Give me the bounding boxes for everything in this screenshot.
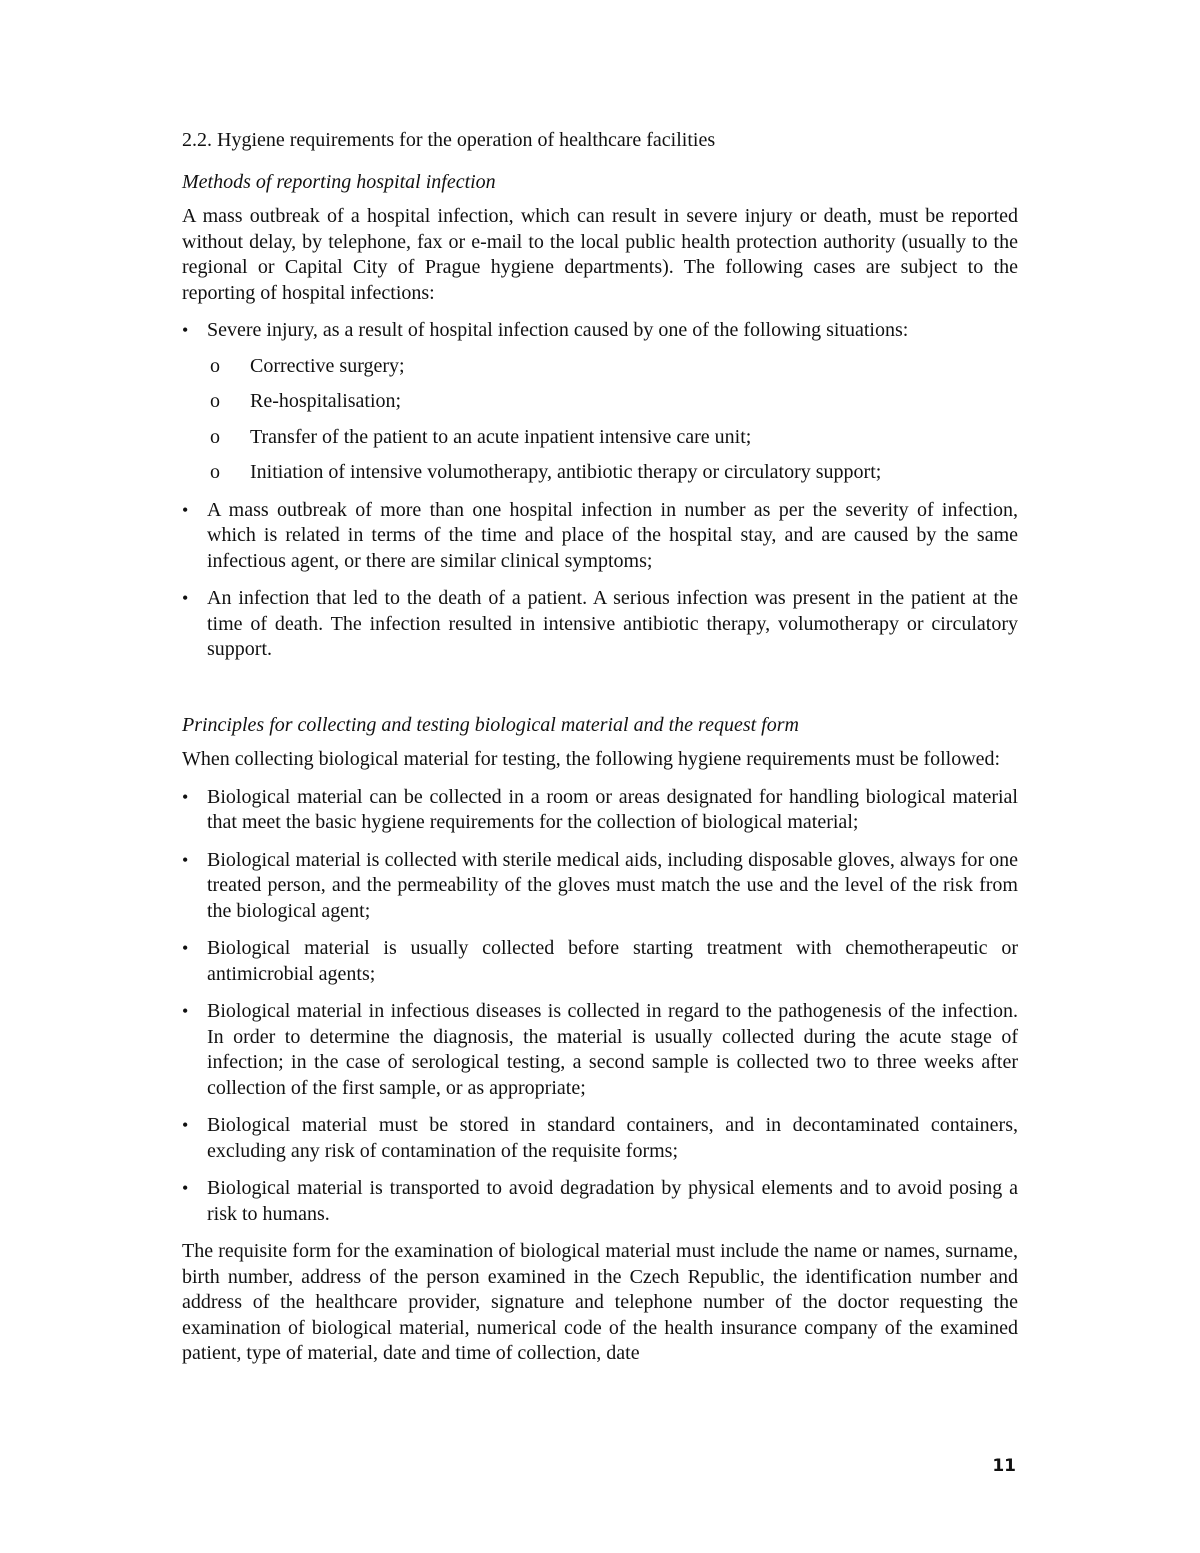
sub-bullet-text: Corrective surgery; — [250, 354, 405, 377]
bullet-text: Biological material is collected with sterile medical aids, including disposable gloves, always for one treated person, and the permeability of the gloves must match the use and the level of the risk from the biological agent; — [207, 848, 1018, 922]
list-item — [182, 498, 1018, 575]
list-item — [182, 1176, 1018, 1227]
collecting-subheading: Principles for collecting and testing biological material and the request form — [182, 713, 799, 736]
sub-bullet-text: Initiation of intensive volumotherapy, antibiotic therapy or circulatory support; — [250, 461, 882, 483]
bullet-text: An infection that led to the death of a patient. A serious infection was present in the patient at the time of death. The infection resulted in intensive antibiotic therapy, volumotherapy or circulatory support. — [207, 587, 1018, 660]
bullet-icon: • — [182, 320, 189, 340]
sub-bullet-text: Re-hospitalisation; — [250, 390, 402, 412]
bullet-text: Biological material is transported to avoid degradation by physical elements and to avoid posing a risk to humans. — [207, 1177, 1018, 1225]
bullet-text: Biological material must be stored in standard containers, and in decontaminated containers, excluding any risk of contamination of the requisite forms; — [207, 1114, 1018, 1162]
list-item — [182, 785, 1018, 836]
reporting-intro-paragraph: A mass outbreak of a hospital infection, which can result in severe injury or death, must be reported without delay, by telephone, fax or e-mail to the local public health protection authority (usually to the regional or Capital City of Prague hygiene departments). The following cases are subject to the reporting of hospital infections: — [182, 205, 1018, 304]
list-item — [182, 1113, 1018, 1164]
sub-bullet-icon: o — [210, 425, 220, 448]
bullet-text: A mass outbreak of more than one hospital infection in number as per the severity of infection, which is related in terms of the time and place of the hospital stay, and are caused by the same infectious agent, or there are similar clinical symptoms; — [207, 498, 1018, 572]
bullet-icon: • — [182, 1178, 189, 1198]
reporting-bullet-list — [182, 318, 1018, 663]
sub-list-item — [210, 389, 1018, 415]
list-item — [182, 848, 1018, 925]
list-item — [182, 318, 1018, 486]
bullet-icon: • — [182, 1001, 189, 1021]
section-heading: 2.2. Hygiene requirements for the operation of healthcare facilities — [182, 129, 716, 151]
sub-list-item — [210, 460, 1018, 486]
bullet-text: Biological material is usually collected before starting treatment with chemotherapeutic or antimicrobial agents; — [207, 937, 1018, 985]
page-number: 11 — [992, 1456, 1016, 1476]
sub-list-item — [210, 425, 1018, 451]
collecting-intro-paragraph: When collecting biological material for testing, the following hygiene requirements must be followed: — [182, 748, 1001, 770]
list-item — [182, 999, 1018, 1101]
list-item — [182, 936, 1018, 987]
collecting-bullet-list — [182, 785, 1018, 1228]
bullet-icon: • — [182, 849, 189, 870]
sub-list-item — [210, 354, 1018, 380]
list-item — [182, 586, 1018, 663]
bullet-icon: • — [182, 786, 189, 807]
sub-bullet-list — [207, 354, 1018, 486]
bullet-icon: • — [182, 938, 189, 958]
document-page — [182, 128, 1018, 1379]
bullet-icon: • — [182, 1115, 189, 1135]
sub-bullet-icon: o — [210, 354, 220, 377]
reporting-subheading: Methods of reporting hospital infection — [182, 170, 496, 193]
bullet-text: Severe injury, as a result of hospital infection caused by one of the following situations: — [207, 319, 909, 341]
sub-bullet-text: Transfer of the patient to an acute inpatient intensive care unit; — [250, 425, 752, 448]
requisite-form-paragraph: The requisite form for the examination of biological material must include the name or names, surname, birth number, address of the person examined in the Czech Republic, the identification number and address of the healthcare provider, signature and telephone number of the doctor requesting the examination of biological material, numerical code of the health insurance company of the examined patient, type of material, date and time of collection, date — [182, 1240, 1018, 1364]
sub-bullet-icon: o — [210, 390, 220, 412]
bullet-text: Biological material in infectious diseases is collected in regard to the pathogenesis of the infection. In order to determine the diagnosis, the material is usually collected during the acute stage of infection; in the case of serological testing, a second sample is collected two to three weeks after collection of the first sample, or as appropriate; — [207, 1000, 1018, 1099]
bullet-text: Biological material can be collected in a room or areas designated for handling biological material that meet the basic hygiene requirements for the collection of biological material; — [207, 785, 1018, 833]
section-spacer — [182, 675, 1018, 713]
bullet-icon: • — [182, 499, 189, 520]
bullet-icon: • — [182, 588, 189, 608]
sub-bullet-icon: o — [210, 461, 220, 483]
